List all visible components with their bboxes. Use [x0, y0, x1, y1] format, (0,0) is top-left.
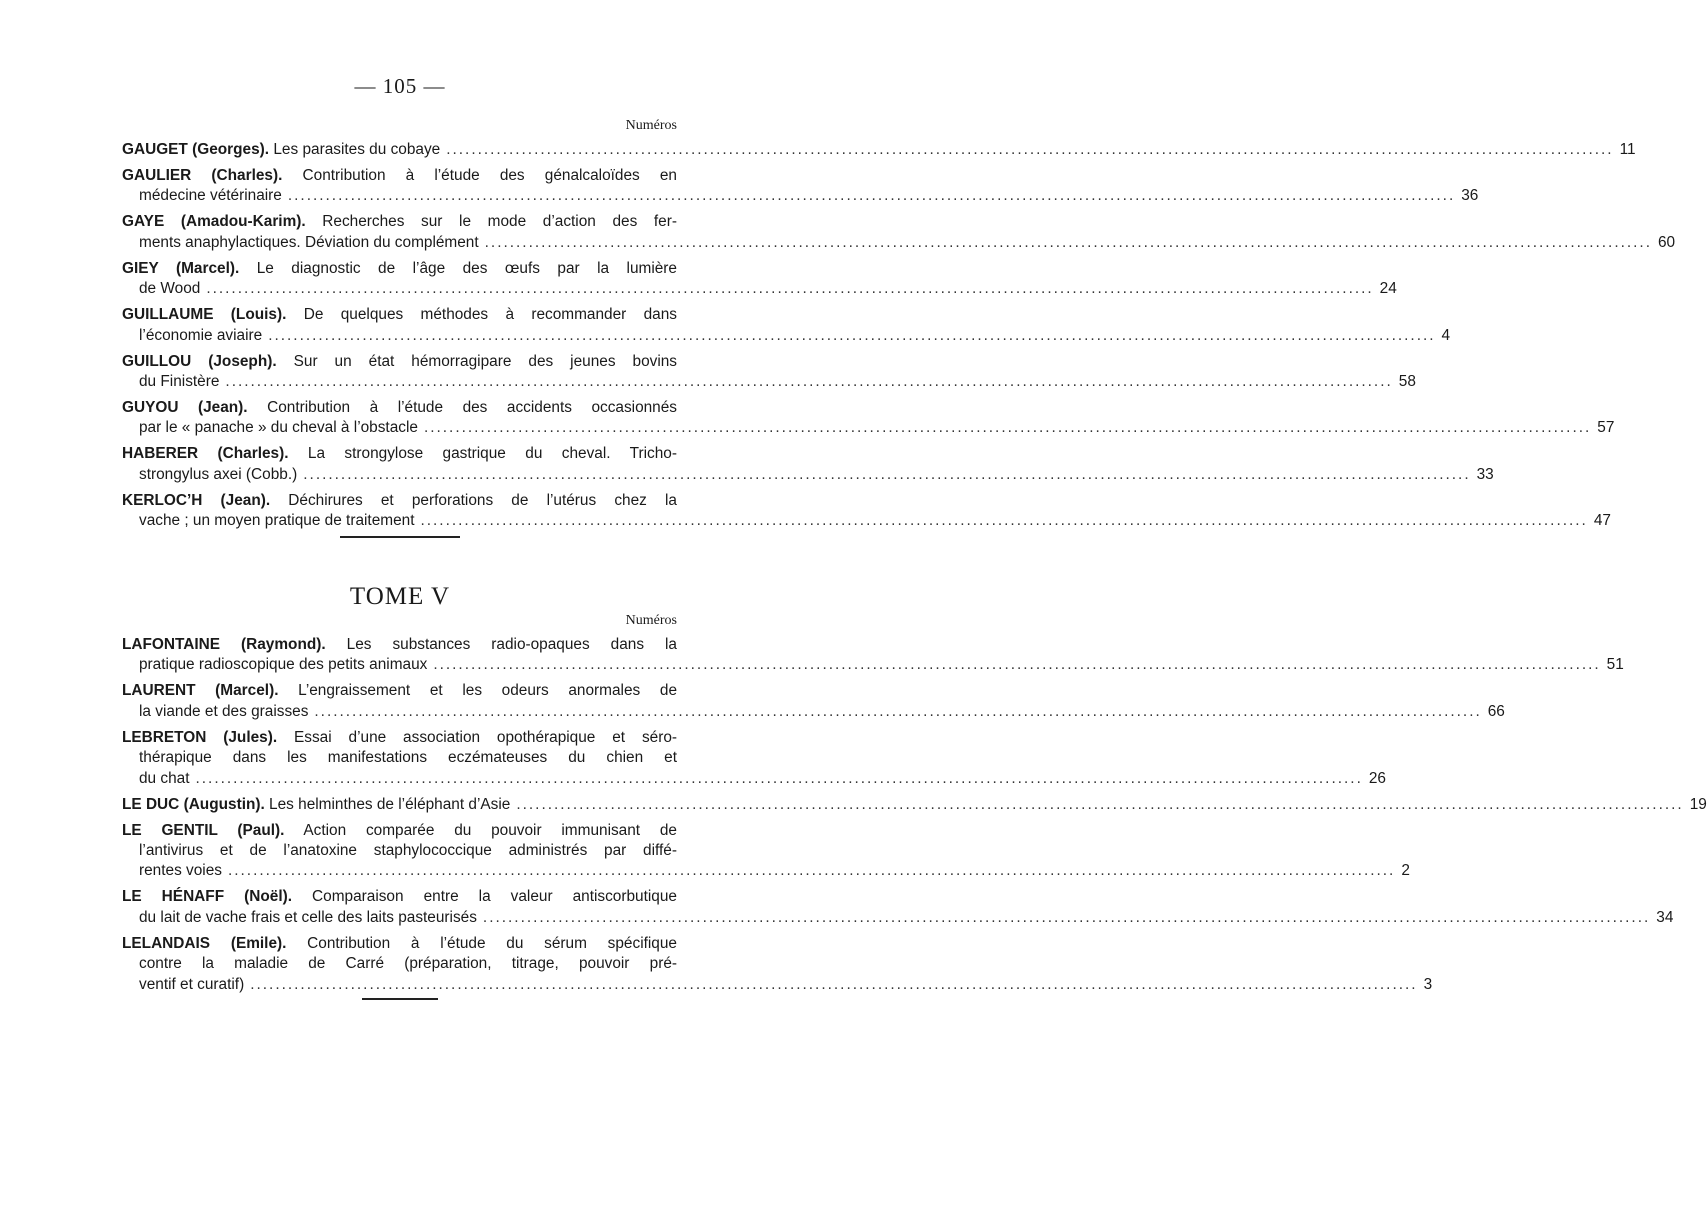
- index-section-2: [122, 611, 1707, 1001]
- entry-title: Les parasites du cobaye: [269, 141, 441, 158]
- index-entry: [122, 305, 1451, 346]
- dot-leader: ..........................................................................................................................................................................................: [482, 908, 1651, 926]
- index-entry: [122, 887, 1674, 928]
- numeros-header: Numéros: [625, 613, 677, 628]
- entry-author: GIEY (Marcel).: [122, 259, 240, 277]
- entry-author: GUILLAUME (Louis).: [122, 306, 287, 324]
- entry-author: GUYOU (Jean).: [122, 399, 248, 417]
- entry-author: GAYE (Amadou-Karim).: [122, 213, 306, 231]
- entry-number: 33: [1476, 465, 1494, 483]
- entry-number: 34: [1656, 908, 1674, 926]
- index-entry: [122, 166, 1479, 207]
- dot-leader: ..........................................................................................................................................................................................: [420, 512, 1588, 530]
- entry-title-end: la viande et des graisses: [139, 702, 309, 720]
- dot-leader: ..........................................................................................................................................................................................: [206, 280, 1374, 298]
- entry-number: 2: [1401, 862, 1410, 880]
- entry-title-end: l’économie aviaire: [139, 326, 263, 344]
- index-entry: [122, 444, 1494, 485]
- entry-title: Déchirures et perforations de l’utérus chez la: [270, 491, 677, 509]
- entry-title-end: rentes voies: [139, 862, 222, 880]
- entry-author: GAUGET (Georges).: [122, 141, 270, 158]
- entry-title: Recherches sur le mode d’action des fer-: [305, 213, 677, 231]
- entry-title: Essai d’une association opothérapique et séro-: [277, 728, 678, 746]
- entry-title: Contribution à l’étude des accidents occasionnés: [247, 399, 677, 417]
- index-entry: [122, 491, 1611, 532]
- entry-number: 58: [1398, 373, 1416, 391]
- entry-author: GAULIER (Charles).: [122, 167, 283, 184]
- entry-author: HABERER (Charles).: [122, 445, 289, 463]
- entry-number: 66: [1487, 702, 1505, 720]
- entry-number: 60: [1657, 233, 1676, 251]
- entry-title-end: vache ; un moyen pratique de traitement: [139, 512, 415, 530]
- entry-title: Contribution à l’étude des génalcaloïdes en: [282, 167, 677, 184]
- index-section-1: [122, 116, 1676, 537]
- entry-title: L’engraissement et les odeurs anormales de: [278, 682, 677, 700]
- dot-leader: ..........................................................................................................................................................................................: [303, 465, 1471, 483]
- entry-number: 36: [1461, 187, 1479, 205]
- dot-leader: ..........................................................................................................................................................................................: [484, 233, 1652, 251]
- tome-title: TOME V: [349, 583, 451, 610]
- index-entry: [122, 934, 1433, 995]
- entry-title-end: médecine vétérinaire: [139, 187, 282, 205]
- index-entry: [122, 821, 1410, 882]
- entry-number: 47: [1593, 512, 1611, 530]
- entry-number: 26: [1368, 769, 1386, 787]
- entry-number: 19: [1689, 795, 1707, 813]
- entry-title-end: du chat: [139, 769, 190, 787]
- dot-leader: ..........................................................................................................................................................................................: [314, 702, 1482, 720]
- entry-title-end: pratique radioscopique des petits animaux: [139, 656, 428, 674]
- index-entry: [122, 352, 1416, 393]
- entry-author: LE HÉNAFF (Noël).: [122, 888, 292, 906]
- entry-title: Le diagnostic de l’âge des œufs par la lumière: [239, 259, 677, 277]
- entry-title: Action comparée du pouvoir immunisant de: [284, 821, 677, 839]
- dot-leader: ..........................................................................................................................................................................................: [227, 862, 1396, 880]
- entry-author: LEBRETON (Jules).: [122, 728, 278, 746]
- dot-leader: ..........................................................................................................................................................................................: [516, 795, 1684, 813]
- entry-author: LE GENTIL (Paul).: [122, 821, 285, 839]
- entry-title-end: ventif et curatif): [139, 975, 245, 993]
- dot-leader: ..........................................................................................................................................................................................: [250, 975, 1418, 993]
- entry-title: Les substances radio-opaques dans la: [325, 636, 677, 653]
- end-divider: [362, 998, 438, 1000]
- index-entry: [122, 212, 1676, 253]
- numeros-header: Numéros: [625, 118, 677, 133]
- index-entry: [122, 681, 1505, 722]
- entry-number: 11: [1619, 141, 1636, 158]
- entry-title-continued: l’antivirus et de l’anatoxine staphylococcique administrés par diffé-: [139, 842, 677, 860]
- entry-title-end: par le « panache » du cheval à l’obstacle: [139, 419, 418, 437]
- dot-leader: ..........................................................................................................................................................................................: [433, 656, 1601, 674]
- entry-title-end: ments anaphylactiques. Déviation du complément: [139, 233, 479, 251]
- page-number: — 105 —: [354, 74, 446, 98]
- entry-title-end: du Finistère: [139, 373, 220, 391]
- entry-author: LAFONTAINE (Raymond).: [122, 636, 326, 653]
- index-entry: [122, 728, 1386, 789]
- entry-title: De quelques méthodes à recommander dans: [286, 306, 677, 324]
- index-entry: [122, 795, 1707, 815]
- entry-title: Sur un état hémorragipare des jeunes bovins: [276, 352, 677, 370]
- entry-author: GUILLOU (Joseph).: [122, 352, 277, 370]
- dot-leader: ..........................................................................................................................................................................................: [446, 141, 1614, 158]
- index-entry: [122, 635, 1624, 676]
- entry-author: LE DUC (Augustin).: [122, 795, 265, 813]
- entry-author: LELANDAIS (Emile).: [122, 934, 287, 952]
- dot-leader: ..........................................................................................................................................................................................: [287, 187, 1456, 205]
- entry-title: Comparaison entre la valeur antiscorbutique: [292, 888, 677, 906]
- entry-title: Les helminthes de l’éléphant d’Asie: [264, 795, 511, 813]
- index-entry: [122, 259, 1397, 300]
- entry-title-continued: contre la maladie de Carré (préparation, titrage, pouvoir pré-: [139, 955, 677, 973]
- index-entry: [122, 398, 1615, 439]
- entry-title-end: strongylus axei (Cobb.): [139, 465, 298, 483]
- entry-title: Contribution à l’étude du sérum spécifique: [286, 934, 677, 952]
- index-entry: [122, 140, 1636, 160]
- entry-title: La strongylose gastrique du cheval. Tricho-: [288, 445, 677, 463]
- dot-leader: ..........................................................................................................................................................................................: [423, 419, 1592, 437]
- entry-title-end: du lait de vache frais et celle des laits pasteurisés: [139, 908, 477, 926]
- section-divider: [340, 536, 460, 538]
- dot-leader: ..........................................................................................................................................................................................: [225, 373, 1393, 391]
- entry-number: 24: [1379, 280, 1397, 298]
- entry-number: 3: [1423, 975, 1433, 993]
- dot-leader: ..........................................................................................................................................................................................: [268, 326, 1436, 344]
- entry-author: KERLOC’H (Jean).: [122, 491, 271, 509]
- entry-number: 57: [1597, 419, 1615, 437]
- dot-leader: ..........................................................................................................................................................................................: [195, 769, 1363, 787]
- entry-title-end: de Wood: [139, 280, 201, 298]
- entry-number: 51: [1606, 656, 1624, 674]
- entry-author: LAURENT (Marcel).: [122, 682, 279, 700]
- entry-title-continued: thérapique dans les manifestations eczémateuses du chien et: [139, 749, 677, 767]
- entry-number: 4: [1441, 326, 1451, 344]
